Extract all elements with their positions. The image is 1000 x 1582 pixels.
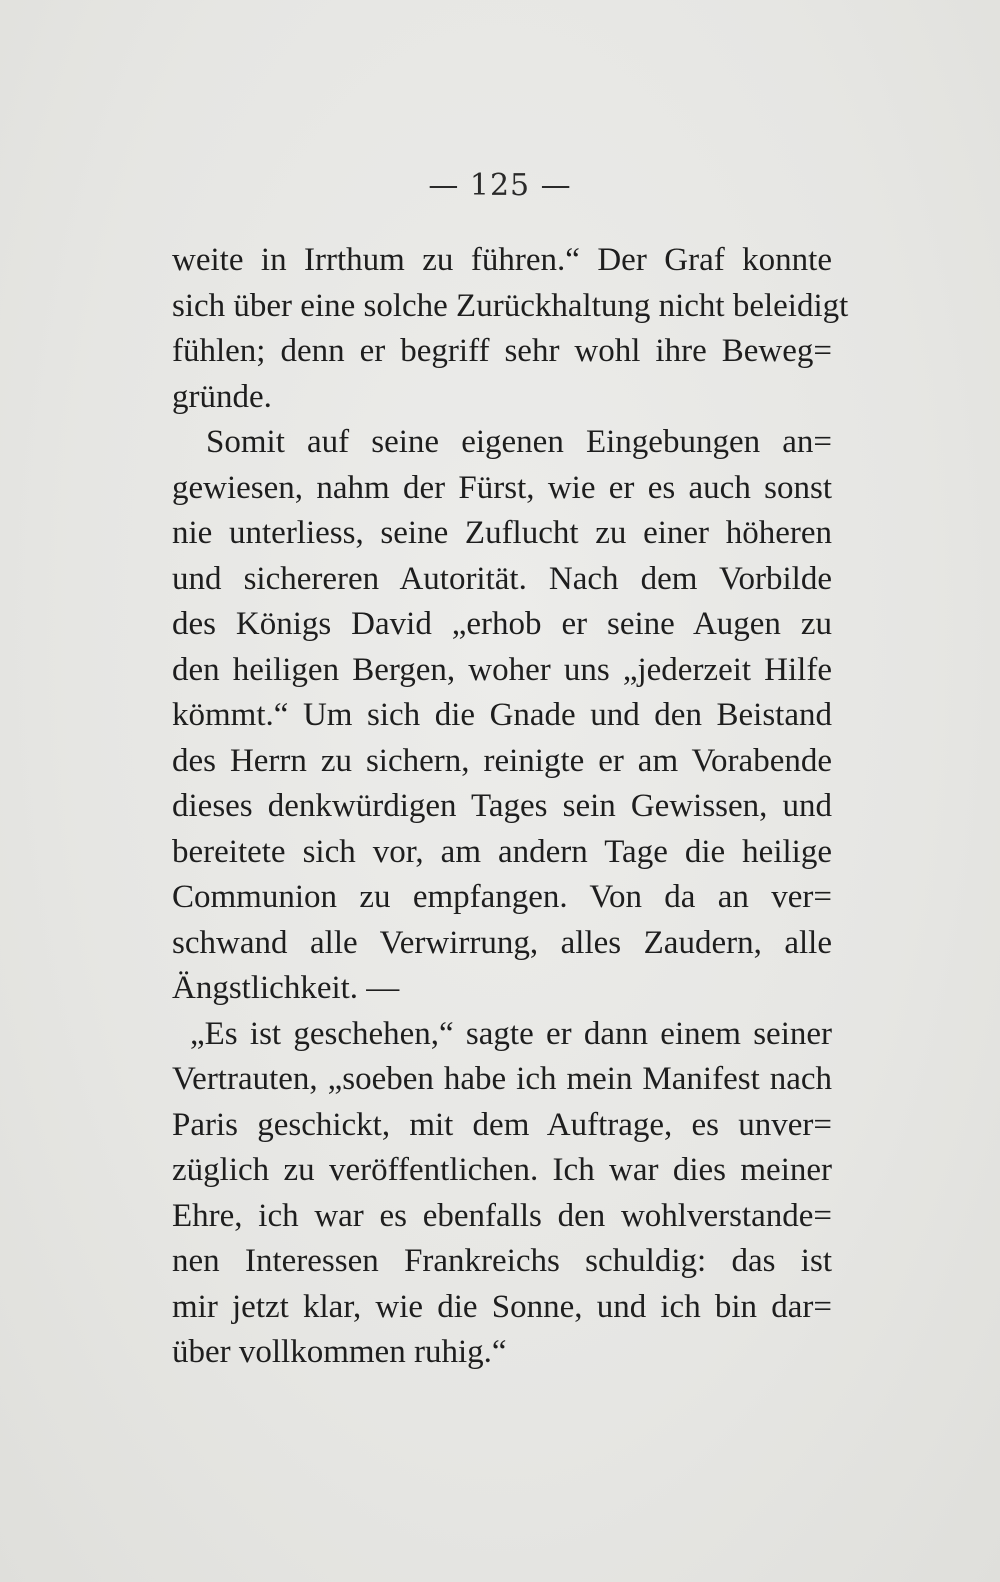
text-line: mir jetzt klar, wie die Sonne, und ich bin dar=: [172, 1288, 832, 1325]
page-number: — 125 —: [428, 168, 572, 203]
text-line: Ehre, ich war es ebenfalls den wohlverstande=: [172, 1197, 832, 1234]
text-line: Vertrauten, „soeben habe ich mein Manifest nach: [172, 1061, 832, 1097]
text-line: fühlen; denn er begriff sehr wohl ihre Beweg=: [172, 333, 832, 369]
text-line: schwand alle Verwirrung, alles Zaudern, alle: [172, 924, 832, 961]
text-line: weite in Irrthum zu führen.“ Der Graf konnte: [172, 242, 832, 278]
text-line: gründe.: [172, 378, 272, 415]
text-line: Ängstlichkeit. —: [172, 970, 400, 1006]
text-line: über vollkommen ruhig.“: [172, 1334, 507, 1370]
text-line: und sichereren Autorität. Nach dem Vorbilde: [172, 560, 832, 597]
text-line: sich über eine solche Zurückhaltung nicht beleidigt: [172, 287, 849, 324]
text-line: Communion zu empfangen. Von da an ver=: [172, 879, 832, 915]
text-line: nen Interessen Frankreichs schuldig: das ist: [172, 1243, 832, 1279]
text-line: gewiesen, nahm der Fürst, wie er es auch sonst: [172, 469, 832, 506]
text-line: des Königs David „erhob er seine Augen zu: [172, 606, 832, 642]
text-line: bereitete sich vor, am andern Tage die heilige: [172, 833, 832, 870]
text-line: Somit auf seine eigenen Eingebungen an=: [206, 424, 832, 460]
text-line: „Es ist geschehen,“ sagte er dann einem seiner: [190, 1015, 832, 1052]
text-line: nie unterliess, seine Zuflucht zu einer höheren: [172, 515, 832, 551]
text-line: des Herrn zu sichern, reinigte er am Vorabende: [172, 742, 832, 779]
text-line: züglich zu veröffentlichen. Ich war dies meiner: [172, 1152, 832, 1188]
text-line: den heiligen Bergen, woher uns „jederzeit Hilfe: [172, 651, 832, 688]
text-line: dieses denkwürdigen Tages sein Gewissen, und: [172, 788, 832, 824]
text-line: kömmt.“ Um sich die Gnade und den Beistand: [172, 697, 832, 733]
text-line: Paris geschickt, mit dem Auftrage, es unver=: [172, 1106, 832, 1143]
body-text: [172, 238, 849, 1376]
